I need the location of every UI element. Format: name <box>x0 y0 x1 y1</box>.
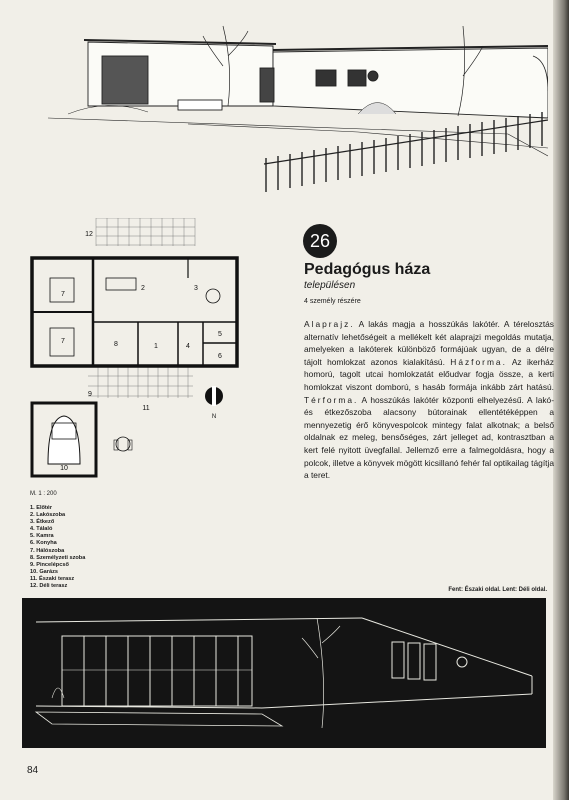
room-label-7b: 7 <box>61 338 65 345</box>
room-label-10: 10 <box>60 465 68 472</box>
legend-item: 3. Étkező <box>30 519 55 526</box>
room-label-6: 6 <box>218 353 222 360</box>
project-title: Pedagógus háza <box>304 261 431 278</box>
floor-plan-drawing <box>28 218 278 488</box>
page-number: 84 <box>27 765 39 776</box>
room-label-5: 5 <box>218 331 222 338</box>
section-heading-spaceform: Térforma. <box>304 394 359 405</box>
section-heading-houseform: Házforma. <box>450 356 507 367</box>
south-elevation-sketch <box>22 598 546 748</box>
north-elevation-sketch <box>28 6 548 204</box>
legend-item: 12. Déli terasz <box>30 583 68 590</box>
legend-item: 9. Pincelépcső <box>30 561 69 568</box>
section-heading-floorplan: Alaprajz. <box>304 319 355 329</box>
book-spine <box>553 0 569 800</box>
legend-item: 11. Északi terasz <box>30 575 75 582</box>
room-label-9: 9 <box>88 391 92 398</box>
legend-item: 7. Hálószoba <box>30 547 65 554</box>
room-label-7: 7 <box>61 291 65 298</box>
legend-item: 10. Garázs <box>30 568 58 575</box>
room-legend <box>30 505 85 590</box>
north-arrow-icon <box>205 386 223 420</box>
legend-item: 8. Személyzeti szoba <box>30 554 86 561</box>
paragraph-houseform: Az ikerház homorú, tagolt utcai homlokzatát előudvar fogja össze, a kerti homlokzat viszont domború, s hasáb formája inkább zárt hatású. <box>304 356 554 392</box>
north-label: N <box>211 414 217 420</box>
room-label-4: 4 <box>186 343 190 350</box>
legend-item: 4. Tálaló <box>30 526 53 533</box>
project-subtitle: településen <box>304 280 356 291</box>
room-label-2: 2 <box>141 285 145 292</box>
room-label-8: 8 <box>114 341 118 348</box>
project-capacity: 4 személy részére <box>304 298 361 305</box>
room-label-3: 3 <box>194 285 198 292</box>
description-text <box>304 318 554 493</box>
project-number-badge: 26 <box>303 224 337 258</box>
figure-caption: Fent: Északi oldal. Lent: Déli oldal. <box>448 587 547 593</box>
legend-item: 2. Lakószoba <box>30 512 66 519</box>
paragraph-floorplan: A lakás magja a hosszúkás lakótér. A térelosztás alternatív lehetőségeit a mellékelt két alaprajzi megoldás mutatja, amelyeken a lakóterek különböző formájúak ugyan, de a délre tájolt homlokzat azonos kialakítású. <box>304 319 554 367</box>
room-label-12: 12 <box>85 231 93 238</box>
paragraph-spaceform: A hosszúkás lakótér központi elhelyezésű. A lakó- és étkezőszoba alacsony bútorainak ellentétéképpen a mennyezetig érő könyvespolcok mintegy falat alkotnak; a belső oldalnak ez meleg, bensőséges, zárt jelleget ad, kontrasztban a kert felé nyitott üvegfallal. Jellemző erre a falmegoldásra, hogy a polcok, illetve a könyvek mögött kicsillanó fehér fal optikailag tágítja a teret. <box>304 394 554 481</box>
legend-item: 6. Konyha <box>30 540 57 547</box>
legend-item: 1. Előtér <box>30 505 53 511</box>
room-label-1: 1 <box>154 343 158 350</box>
legend-item: 5. Kamra <box>30 533 54 540</box>
room-label-11: 11 <box>142 405 150 412</box>
plan-scale: M. 1 : 200 <box>30 491 57 497</box>
